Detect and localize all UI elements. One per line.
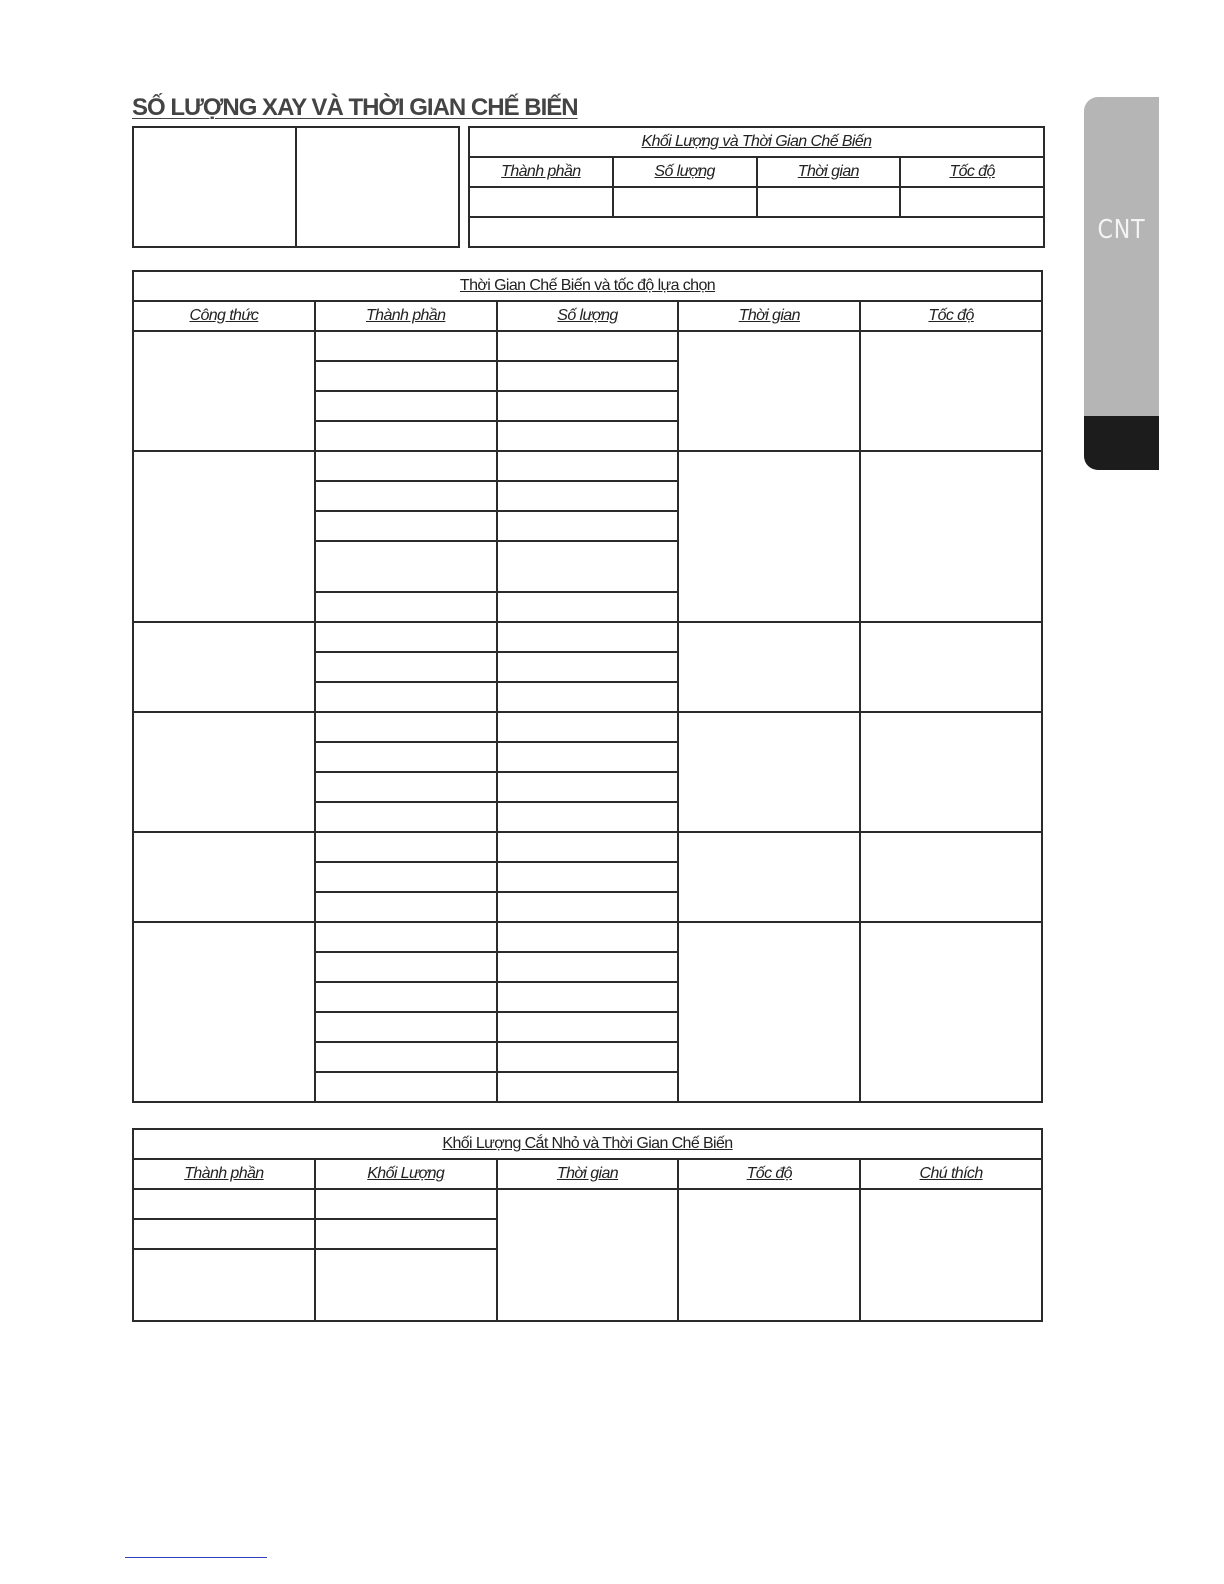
quantity-cell: [497, 391, 679, 421]
weight-cell: [315, 1189, 497, 1219]
time-cell: [497, 1189, 679, 1321]
column-header: Thời gian: [497, 1159, 679, 1189]
column-header: Thời gian: [678, 301, 860, 331]
table-row: [133, 331, 1042, 361]
speed-cell: [860, 712, 1042, 832]
speed-cell: [860, 622, 1042, 712]
weight-cell: [315, 1249, 497, 1321]
table-note-cell: [469, 217, 1044, 247]
ingredient-cell: [315, 451, 497, 481]
table-caption: Khối Lượng Cắt Nhỏ và Thời Gian Chế Biến: [133, 1129, 1042, 1159]
quantity-cell: [497, 1042, 679, 1072]
quantity-cell: [497, 361, 679, 391]
speed-cell: [678, 1189, 860, 1321]
quantity-cell: [497, 481, 679, 511]
recipe-cell: [133, 922, 315, 1102]
speed-cell: [860, 832, 1042, 922]
column-header: Thành phần: [133, 1159, 315, 1189]
ingredient-cell: [315, 892, 497, 922]
speed-cell: [860, 922, 1042, 1102]
ingredient-cell: [315, 832, 497, 862]
quantity-cell: [497, 772, 679, 802]
language-side-tab: [1084, 97, 1159, 470]
ingredient-cell: [315, 1042, 497, 1072]
ingredient-cell: [315, 712, 497, 742]
table-row: [133, 832, 1042, 862]
ingredient-cell: [315, 1072, 497, 1102]
ingredient-cell: [315, 1012, 497, 1042]
footer-rule: [125, 1557, 267, 1558]
quantity-cell: [497, 592, 679, 622]
column-header: Tốc độ: [860, 301, 1042, 331]
ingredient-cell: [315, 391, 497, 421]
quantity-cell: [497, 1072, 679, 1102]
chopping-quantity-table: [132, 1128, 1043, 1322]
table-row: [133, 922, 1042, 952]
weight-cell: [315, 1219, 497, 1249]
recipe-cell: [133, 622, 315, 712]
ingredient-cell: [315, 802, 497, 832]
table-row: [133, 712, 1042, 742]
note-cell: [860, 1189, 1042, 1321]
quantity-cell: [497, 832, 679, 862]
language-tab-label: CNT: [1097, 215, 1146, 245]
blending-quantity-table: [468, 126, 1045, 248]
image-placeholder-table: [132, 126, 460, 248]
ingredient-cell: [315, 742, 497, 772]
table-cell: [757, 187, 901, 217]
column-header: Khối Lượng: [315, 1159, 497, 1189]
ingredient-cell: [315, 772, 497, 802]
column-header: Số lượng: [497, 301, 679, 331]
ingredient-cell: [315, 682, 497, 712]
page-title: SỐ LƯỢNG XAY VÀ THỜI GIAN CHẾ BIẾN: [132, 94, 578, 121]
quantity-cell: [497, 652, 679, 682]
quantity-cell: [497, 331, 679, 361]
ingredient-cell: [315, 982, 497, 1012]
recipe-speed-table: [132, 270, 1043, 1103]
recipe-cell: [133, 331, 315, 451]
column-header: Tốc độ: [678, 1159, 860, 1189]
table-cell: [900, 187, 1044, 217]
active-section-marker: [1084, 416, 1159, 470]
quantity-cell: [497, 922, 679, 952]
ingredient-cell: [315, 592, 497, 622]
table-row: [469, 217, 1044, 247]
table-row: [469, 187, 1044, 217]
ingredient-cell: [315, 622, 497, 652]
table-row: [133, 622, 1042, 652]
time-cell: [678, 331, 860, 451]
ingredient-cell: [133, 1189, 315, 1219]
ingredient-cell: [315, 952, 497, 982]
ingredient-cell: [315, 331, 497, 361]
quantity-cell: [497, 982, 679, 1012]
ingredient-cell: [315, 862, 497, 892]
column-header: Tốc độ: [900, 157, 1044, 187]
quantity-cell: [497, 712, 679, 742]
quantity-cell: [497, 742, 679, 772]
quantity-cell: [497, 892, 679, 922]
table-row: [133, 1189, 1042, 1219]
ingredient-cell: [315, 481, 497, 511]
ingredient-cell: [315, 421, 497, 451]
ingredient-cell: [315, 361, 497, 391]
quantity-cell: [497, 802, 679, 832]
quantity-cell: [497, 511, 679, 541]
speed-cell: [860, 451, 1042, 622]
table-row: [133, 451, 1042, 481]
quantity-cell: [497, 682, 679, 712]
time-cell: [678, 922, 860, 1102]
image-cell-right: [296, 127, 459, 247]
quantity-cell: [497, 421, 679, 451]
ingredient-cell: [133, 1249, 315, 1321]
ingredient-cell: [315, 652, 497, 682]
table-caption: Khối Lượng và Thời Gian Chế Biến: [469, 127, 1044, 157]
time-cell: [678, 451, 860, 622]
column-header: Thành phần: [469, 157, 613, 187]
recipe-cell: [133, 451, 315, 622]
quantity-cell: [497, 541, 679, 592]
image-cell-left: [133, 127, 296, 247]
quantity-cell: [497, 1012, 679, 1042]
quantity-cell: [497, 952, 679, 982]
quantity-cell: [497, 451, 679, 481]
quantity-cell: [497, 862, 679, 892]
speed-cell: [860, 331, 1042, 451]
column-header: Thành phần: [315, 301, 497, 331]
ingredient-cell: [133, 1219, 315, 1249]
column-header: Công thức: [133, 301, 315, 331]
column-header: Thời gian: [757, 157, 901, 187]
recipe-cell: [133, 712, 315, 832]
column-header: Số lượng: [613, 157, 757, 187]
ingredient-cell: [315, 541, 497, 592]
ingredient-cell: [315, 922, 497, 952]
time-cell: [678, 832, 860, 922]
ingredient-cell: [315, 511, 497, 541]
time-cell: [678, 712, 860, 832]
time-cell: [678, 622, 860, 712]
table-cell: [613, 187, 757, 217]
recipe-cell: [133, 832, 315, 922]
table-caption: Thời Gian Chế Biến và tốc độ lựa chọn: [133, 271, 1042, 301]
table-cell: [469, 187, 613, 217]
column-header: Chú thích: [860, 1159, 1042, 1189]
quantity-cell: [497, 622, 679, 652]
